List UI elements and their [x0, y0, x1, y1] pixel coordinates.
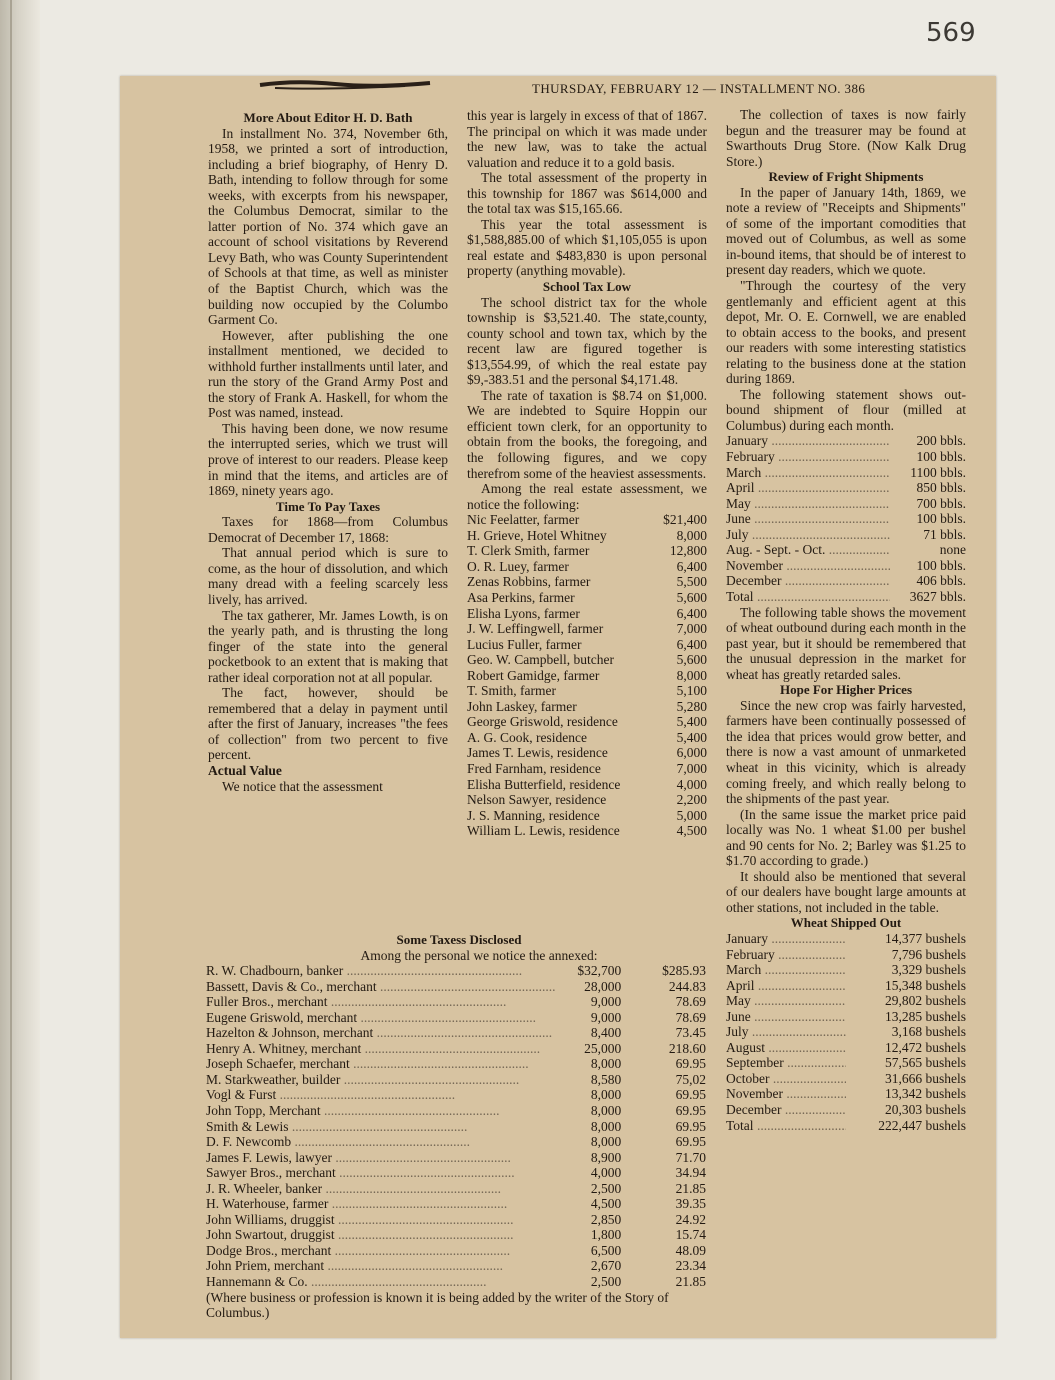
list-item	[726, 511, 966, 527]
entry-value: 12,472 bushels	[885, 1039, 966, 1055]
entry-value: 12,800	[669, 543, 707, 559]
entry-value: 5,600	[676, 652, 707, 668]
table-row	[206, 1196, 706, 1212]
list-item	[726, 931, 966, 947]
entry-tax: 69.95	[675, 1087, 706, 1103]
entry-tax: 69.95	[675, 1056, 706, 1072]
list-item	[726, 993, 966, 1009]
entry-value: 8,000	[590, 1056, 622, 1072]
entry-name: John Swartout, druggist .....	[206, 1227, 577, 1243]
heading-freight-shipments: Review of Fright Shipments	[768, 169, 924, 185]
entry-name: May .....	[726, 993, 846, 1009]
entry-tax: 69.95	[675, 1134, 706, 1150]
entry-name: February .....	[726, 947, 846, 963]
entry-name: November .....	[726, 558, 890, 574]
page-number: 569	[926, 18, 976, 48]
flour-shipment-list	[726, 433, 966, 604]
entry-name: John Topp, Merchant .....	[206, 1103, 577, 1119]
entry-tax: 73.45	[675, 1025, 706, 1041]
entry-value: 2,500	[590, 1180, 622, 1196]
entry-value: 406 bbls.	[916, 573, 966, 589]
entry-name: July .....	[726, 1024, 846, 1040]
entry-value: 2,200	[676, 792, 707, 808]
entry-value: 3627 bbls.	[909, 588, 966, 604]
entry-name: Elisha Butterfield, residence	[467, 776, 621, 792]
entry-tax: $285.93	[662, 963, 706, 979]
entry-name: June .....	[726, 511, 890, 527]
list-item	[467, 714, 707, 730]
entry-value: 100 bbls.	[916, 449, 966, 465]
list-item	[467, 730, 707, 746]
entry-value: 31,666 bushels	[885, 1070, 966, 1086]
album-binding	[0, 0, 40, 1380]
entry-name: October .....	[726, 1071, 846, 1087]
entry-tax: 21.85	[675, 1274, 706, 1290]
entry-value: 100 bbls.	[916, 511, 966, 527]
table-row	[206, 1212, 706, 1228]
entry-name: Aug. - Sept. - Oct. .....	[726, 542, 890, 558]
entry-value: 8,000	[676, 667, 707, 683]
list-item	[726, 542, 966, 558]
entry-value: 700 bbls.	[916, 495, 966, 511]
entry-tax: 21.85	[675, 1180, 706, 1196]
entry-name: November .....	[726, 1086, 846, 1102]
entry-name: July .....	[726, 527, 890, 543]
list-item	[726, 962, 966, 978]
entry-name: Nic Feelatter, farmer	[467, 512, 580, 528]
table-row	[206, 1103, 706, 1119]
entry-value: 1100 bbls.	[910, 464, 966, 480]
wheat-shipment-list	[726, 931, 966, 1133]
table-row	[206, 1072, 706, 1088]
entry-name: Asa Perkins, farmer	[467, 589, 575, 605]
list-item	[726, 465, 966, 481]
entry-name: January .....	[726, 433, 890, 449]
list-item	[726, 1102, 966, 1118]
entry-name: Bassett, Davis & Co., merchant .....	[206, 979, 577, 995]
writer-note: (Where business or profession is known it is being added by the writer of the Story of Columbus.)	[206, 1289, 669, 1321]
table-row	[206, 1227, 706, 1243]
entry-value: 4,000	[676, 776, 707, 792]
heading-editor-bath: More About Editor H. D. Bath	[243, 110, 413, 125]
entry-name: Elisha Lyons, farmer	[467, 605, 580, 621]
paragraph: The total assessment of the property in this township for 1867 was $614,000 and the total tax was $15,165.66.	[467, 170, 707, 217]
entry-value: 71 bbls.	[923, 526, 966, 542]
paragraph: this year is largely in excess of that of 1867. The principal on which it was made under the new law, was to take the actual valuation and reduce it to a gold basis.	[467, 108, 707, 170]
entry-value: 4,500	[676, 823, 707, 839]
entry-value: 5,280	[676, 698, 707, 714]
entry-name: March .....	[726, 465, 890, 481]
table-row	[206, 979, 706, 995]
entry-name: Eugene Griswold, merchant .....	[206, 1010, 577, 1026]
masthead: THURSDAY, FEBRUARY 12 — INSTALLMENT NO. 386	[532, 81, 866, 96]
entry-value: 9,000	[590, 994, 622, 1010]
paragraph: The fact, however, should be remembered that a delay in payment until after the first of January, increases "the fees of collection" from two percent to five percent.	[208, 685, 448, 763]
entry-name: Smith & Lewis .....	[206, 1119, 577, 1135]
list-item	[726, 978, 966, 994]
entry-name: Vogl & Furst .....	[206, 1087, 577, 1103]
entry-value: 13,342 bushels	[885, 1086, 966, 1102]
list-item	[467, 761, 707, 777]
entry-value: 7,796 bushels	[891, 946, 966, 962]
list-item	[726, 573, 966, 589]
masthead-ornament	[255, 78, 435, 92]
list-item	[467, 606, 707, 622]
entry-value: 8,580	[590, 1071, 622, 1087]
entry-tax: 15.74	[675, 1227, 706, 1243]
entry-name: Total .....	[726, 589, 890, 605]
entry-value: 14,377 bushels	[885, 930, 966, 946]
entry-value: 5,100	[676, 683, 707, 699]
entry-value: 6,500	[590, 1242, 622, 1258]
entry-value: 29,802 bushels	[885, 993, 966, 1009]
entry-value: 8,000	[590, 1118, 622, 1134]
entry-name: February .....	[726, 449, 890, 465]
heading-some-taxes-disclosed: Some Taxess Disclosed	[396, 932, 522, 947]
entry-name: March .....	[726, 962, 846, 978]
list-item	[467, 528, 707, 544]
entry-value: 222,447 bushels	[878, 1117, 966, 1133]
entry-name: J. W. Leffingwell, farmer	[467, 621, 604, 637]
entry-value: 20,303 bushels	[885, 1102, 966, 1117]
binding-edge	[10, 0, 12, 1380]
table-row	[206, 1134, 706, 1150]
entry-value: 2,500	[590, 1274, 622, 1290]
newspaper-clipping	[120, 76, 996, 1338]
list-item	[467, 823, 707, 839]
entry-name: Dodge Bros., merchant .....	[206, 1243, 577, 1259]
table-row	[206, 1025, 706, 1041]
list-item	[467, 637, 707, 653]
list-item	[467, 621, 707, 637]
entry-name: Fred Farnham, residence	[467, 760, 601, 776]
list-item	[726, 480, 966, 496]
entry-value: 6,000	[676, 745, 707, 761]
entry-value: 25,000	[584, 1040, 622, 1056]
entry-name: April .....	[726, 978, 846, 994]
paragraph: This year the total assessment is $1,588,885.00 of which $1,105,055 is upon real estate and $483,830 is upon personal property (anything movable).	[467, 216, 707, 279]
heading-wheat-shipped-out: Wheat Shipped Out	[790, 915, 902, 931]
entry-value: 5,400	[676, 729, 707, 745]
entry-tax: 78.69	[675, 1009, 706, 1025]
list-item	[467, 777, 707, 793]
entry-value: 7,000	[676, 760, 707, 776]
entry-value: 100 bbls.	[916, 557, 966, 573]
entry-name: R. W. Chadbourn, banker .....	[206, 963, 577, 979]
entry-value: 9,000	[590, 1009, 622, 1025]
table-row	[206, 1010, 706, 1026]
entry-name: Geo. W. Campbell, butcher	[467, 652, 614, 668]
entry-value: 7,000	[676, 621, 707, 637]
entry-name: August .....	[726, 1040, 846, 1056]
entry-name: Robert Gamidge, farmer	[467, 667, 600, 683]
paragraph: Among the real estate assessment, we notice the following:	[467, 481, 707, 512]
entry-tax: 244.83	[668, 978, 706, 994]
list-item	[726, 1118, 966, 1134]
list-item	[726, 433, 966, 449]
list-item	[467, 792, 707, 808]
list-item	[726, 496, 966, 512]
entry-name: December .....	[726, 573, 890, 589]
list-item	[467, 808, 707, 824]
paragraph: We notice that the assessment	[222, 778, 383, 794]
entry-value: $32,700	[577, 963, 622, 979]
entry-tax: 48.09	[675, 1242, 706, 1258]
entry-name: William L. Lewis, residence	[467, 823, 620, 839]
entry-name: M. Starkweather, builder .....	[206, 1072, 577, 1088]
entry-value: 850 bbls.	[916, 480, 966, 496]
entry-name: Sawyer Bros., merchant .....	[206, 1165, 577, 1181]
list-item	[726, 1024, 966, 1040]
entry-value: 200 bbls.	[916, 433, 966, 449]
personal-tax-section	[206, 932, 712, 1321]
table-row	[206, 1165, 706, 1181]
heading-actual-value: Actual Value	[208, 762, 282, 778]
list-item	[467, 683, 707, 699]
paragraph: The rate of taxation is $8.74 on $1,000. We are indebted to Squire Hoppin our efficient town clerk, for an opportunity to obtain from the books, the foregoing, and the following figures, and we copy therefrom some of the heaviest assessments.	[467, 387, 707, 481]
entry-name: December .....	[726, 1102, 846, 1118]
entry-name: O. R. Luey, farmer	[467, 558, 569, 574]
paragraph: In installment No. 374, November 6th, 1958, we printed a sort of introduction, including a brief biography, of Henry D. Bath, intending to follow through for some weeks, with excerpts from his newspaper, the Columbus Democrat, similar to the latter portion of No. 374 which gave an account of school visitations by Reverend Levy Bath, who was County Superintendent of Schools at that time, as well as minister of the Baptist Church, which was the building now occupied by the Columbo Garment Co.	[208, 125, 448, 328]
entry-name: September .....	[726, 1055, 846, 1071]
entry-tax: 69.95	[675, 1103, 706, 1119]
entry-name: John Priem, merchant .....	[206, 1258, 577, 1274]
list-item	[726, 527, 966, 543]
entry-name: May .....	[726, 496, 890, 512]
heading-school-tax-low: School Tax Low	[542, 279, 632, 295]
entry-name: D. F. Newcomb .....	[206, 1134, 577, 1150]
entry-value: $21,400	[663, 512, 707, 528]
entry-name: J. R. Wheeler, banker .....	[206, 1181, 577, 1197]
entry-value: 8,400	[590, 1025, 622, 1041]
entry-name: Zenas Robbins, farmer	[467, 574, 591, 590]
entry-name: H. Waterhouse, farmer .....	[206, 1196, 577, 1212]
entry-value: 8,000	[590, 1103, 622, 1119]
entry-value: 4,500	[590, 1196, 622, 1212]
entry-value: 13,285 bushels	[885, 1008, 966, 1024]
entry-value: 8,000	[590, 1087, 622, 1103]
entry-value: 6,400	[676, 558, 707, 574]
entry-value: none	[939, 542, 966, 558]
entry-name: H. Grieve, Hotel Whitney	[467, 527, 607, 543]
paragraph: This having been done, we now resume the interrupted series, which we trust will prove of interest to our readers. Please keep in mind that the items, and articles are of 1869, ninety years ago.	[208, 420, 448, 499]
list-item	[726, 589, 966, 605]
entry-value: 3,168 bushels	[891, 1024, 966, 1040]
paragraph: The school district tax for the whole township is $3,521.40. The state,county, county school and town tax, which by the recent law are figured together is $13,554.99, of which the real estate pay $9,-383.51 and the personal $4,171.48.	[467, 294, 707, 388]
paragraph: Among the personal we notice the annexed:	[360, 947, 598, 963]
entry-value: 5,500	[676, 574, 707, 590]
entry-value: 57,565 bushels	[885, 1055, 966, 1071]
entry-value: 6,400	[676, 605, 707, 621]
entry-value: 15,348 bushels	[885, 977, 966, 993]
column-1	[208, 110, 448, 794]
table-row	[206, 1258, 706, 1274]
entry-tax: 69.95	[675, 1118, 706, 1134]
entry-value: 8,900	[590, 1149, 622, 1165]
table-row	[206, 1119, 706, 1135]
entry-name: Hannemann & Co. .....	[206, 1274, 577, 1290]
table-row	[206, 963, 706, 979]
table-row	[206, 1087, 706, 1103]
table-row	[206, 1243, 706, 1259]
column-2	[467, 108, 707, 839]
paragraph: The collection of taxes is now fairly begun and the treasurer may be found at Swarthouts Drug Store. (Now Kalk Drug Store.)	[726, 107, 966, 169]
entry-tax: 34.94	[675, 1165, 706, 1181]
table-row	[206, 1274, 706, 1290]
real-estate-list	[467, 512, 707, 838]
entry-tax: 24.92	[675, 1211, 706, 1227]
table-row	[206, 1056, 706, 1072]
list-item	[467, 699, 707, 715]
entry-value: 1,800	[590, 1227, 622, 1243]
list-item	[467, 745, 707, 761]
paragraph: In the paper of January 14th, 1869, we note a review of "Receipts and Shipments" of some of the important comodities that moved out of Columbus, as well as some in-bound items, that should be of interest to present day readers, which we quote.	[726, 184, 966, 278]
column-3	[726, 107, 966, 1133]
entry-value: 28,000	[584, 978, 622, 994]
entry-name: John Williams, druggist .....	[206, 1212, 577, 1228]
entry-tax: 39.35	[675, 1196, 706, 1212]
entry-name: Lucius Fuller, farmer	[467, 636, 582, 652]
entry-name: George Griswold, residence	[467, 714, 618, 730]
paragraph: Taxes for 1868—from Columbus Democrat of December 17, 1868:	[208, 514, 448, 545]
entry-value: 2,850	[590, 1211, 622, 1227]
list-item	[726, 1071, 966, 1087]
entry-name: January .....	[726, 931, 846, 947]
paragraph: The tax gatherer, Mr. James Lowth, is on the yearly path, and is thrusting the long finger of the state into the general pocketbook to an extent that is making that rather ideal corporation not at all popular.	[208, 607, 448, 685]
paragraph: (In the same issue the market price paid locally was No. 1 wheat $1.00 per bushel and 90 cents for No. 2; Barley was $1.25 to $1.70 according to grade.)	[726, 806, 966, 869]
entry-name: James T. Lewis, residence	[467, 745, 608, 761]
entry-value: 8,000	[676, 527, 707, 543]
entry-name: Fuller Bros., merchant .....	[206, 994, 577, 1010]
entry-name: T. Smith, farmer	[467, 683, 556, 699]
heading-hope-higher-prices: Hope For Higher Prices	[779, 682, 913, 698]
entry-tax: 23.34	[675, 1258, 706, 1274]
entry-name: Hazelton & Johnson, merchant .....	[206, 1025, 577, 1041]
entry-name: John Laskey, farmer	[467, 698, 577, 714]
table-row	[206, 994, 706, 1010]
entry-value: 2,670	[590, 1258, 622, 1274]
entry-value: 3,329 bushels	[891, 962, 966, 978]
table-row	[206, 1041, 706, 1057]
list-item	[467, 512, 707, 528]
list-item	[467, 668, 707, 684]
entry-name: Nelson Sawyer, residence	[467, 792, 607, 808]
list-item	[726, 1009, 966, 1025]
paragraph: The following statement shows out-bound shipment of flour (milled at Columbus) during each month.	[726, 386, 966, 433]
list-item	[726, 947, 966, 963]
entry-value: 4,000	[590, 1165, 622, 1181]
entry-name: T. Clerk Smith, farmer	[467, 543, 590, 559]
list-item	[726, 1040, 966, 1056]
entry-name: J. S. Manning, residence	[467, 807, 600, 823]
paragraph: It should also be mentioned that several of our dealers have bought large amounts at other stations, not included in the table.	[726, 868, 966, 915]
paragraph: However, after publishing the one installment mentioned, we decided to withhold further installments until later, and run the story of the Grand Army Post and the story of Frank A. Haskell, for whom the Post was named, instead.	[208, 327, 448, 421]
paragraph: That annual period which is sure to come, as the hour of dissolution, and which many dread with a feeling scarcely less lively, has arrived.	[208, 545, 448, 607]
list-item	[467, 574, 707, 590]
table-row	[206, 1150, 706, 1166]
paragraph: The following table shows the movement of wheat outbound during each month in the past year, but it should be remembered that the unusual depression in the market for wheat has greatly retarded sales.	[726, 604, 966, 682]
entry-value: 5,600	[676, 589, 707, 605]
table-row	[206, 1181, 706, 1197]
list-item	[467, 652, 707, 668]
entry-name: Henry A. Whitney, merchant .....	[206, 1041, 577, 1057]
list-item	[467, 543, 707, 559]
entry-value: 5,400	[676, 714, 707, 730]
list-item	[726, 1086, 966, 1102]
list-item	[467, 559, 707, 575]
entry-name: James F. Lewis, lawyer .....	[206, 1150, 577, 1166]
entry-tax: 71.70	[675, 1149, 706, 1165]
entry-value: 5,000	[676, 807, 707, 823]
entry-name: June .....	[726, 1009, 846, 1025]
entry-value: 8,000	[590, 1134, 622, 1150]
list-item	[726, 449, 966, 465]
list-item	[726, 558, 966, 574]
personal-tax-table	[206, 963, 706, 1289]
list-item	[467, 590, 707, 606]
entry-name: Joseph Schaefer, merchant .....	[206, 1056, 577, 1072]
entry-tax: 78.69	[675, 994, 706, 1010]
entry-name: A. G. Cook, residence	[467, 729, 587, 745]
entry-tax: 218.60	[668, 1040, 706, 1056]
entry-value: 6,400	[676, 636, 707, 652]
heading-time-to-pay-taxes: Time To Pay Taxes	[275, 498, 381, 514]
list-item	[726, 1055, 966, 1071]
paragraph: "Through the courtesy of the very gentlemanly and efficient agent at this depot, Mr. O. E. Cornwell, we are enabled to obtain access to the books, and present our readers with some interesting statistics relating to the business done at the station during 1869.	[726, 278, 966, 387]
entry-name: April .....	[726, 480, 890, 496]
paragraph: Since the new crop was fairly harvested, farmers have been continually possessed of the idea that prices would grow better, and there is now a vast amount of unmarketed wheat in this vicinity, which is already coming freely, and which really belong to the shipments of the past year.	[726, 697, 966, 807]
entry-tax: 75,02	[675, 1071, 706, 1087]
entry-name: Total .....	[726, 1118, 846, 1134]
